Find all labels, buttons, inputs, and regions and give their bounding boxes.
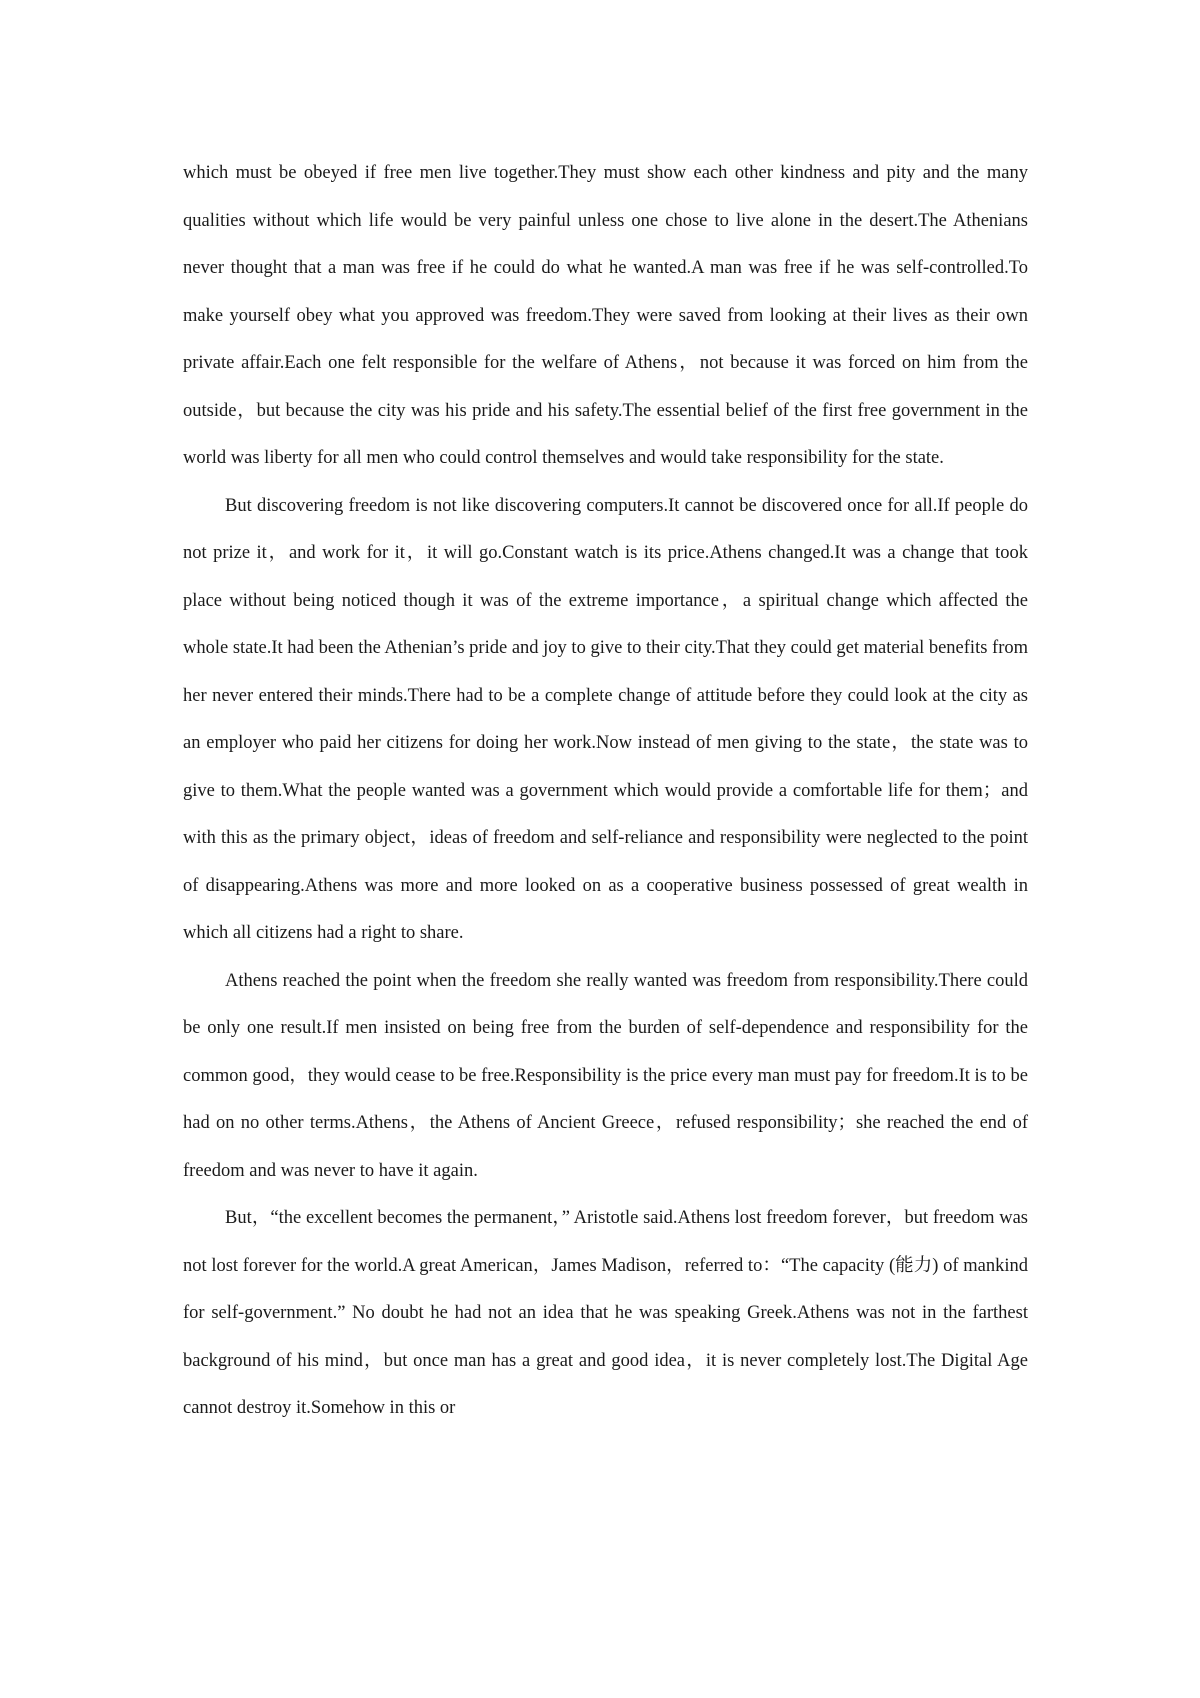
paragraph-3: Athens reached the point when the freedom she really wanted was freedom from responsibility.There could be only one result.If men insisted on being free from the burden of self-dependence and responsibility for the common good，they would cease to be free.Responsibility is the price every man must pay for freedom.It is to be had on no other terms.Athens，the Athens of Ancient Greece，refused responsibility；she reached the end of freedom and was never to have it again. [183, 970, 1028, 1181]
paragraph-4: But，“the excellent becomes the permanent，” Aristotle said.Athens lost freedom forever，but freedom was not lost forever for the world.A great American，James Madison，referred to：“The capacity (能力) of mankind for self-government.” No doubt he had not an idea that he was speaking Greek.Athens was not in the farthest background of his mind，but once man has a great and good idea，it is never completely lost.The Digital Age cannot destroy it.Somehow in this or [183, 1208, 1028, 1418]
document-page [183, 150, 1028, 1433]
paragraph-2: But discovering freedom is not like discovering computers.It cannot be discovered once for all.If people do not prize it，and work for it，it will go.Constant watch is its price.Athens changed.It was a change that took place without being noticed though it was of the extreme importance，a spiritual change which affected the whole state.It had been the Athenian’s pride and joy to give to their city.That they could get material benefits from her never entered their minds.There had to be a complete change of attitude before they could look at the city as an employer who paid her citizens for doing her work.Now instead of men giving to the state，the state was to give to them.What the people wanted was a government which would provide a comfortable life for them；and with this as the primary object，ideas of freedom and self-reliance and responsibility were neglected to the point of disappearing.Athens was more and more looked on as a cooperative business possessed of great wealth in which all citizens had a right to share. [183, 495, 1028, 943]
paragraph-1: which must be obeyed if free men live together.They must show each other kindness and pity and the many qualities without which life would be very painful unless one chose to live alone in the desert.The Athenians never thought that a man was free if he could do what he wanted.A man was free if he was self-controlled.To make yourself obey what you approved was freedom.They were saved from looking at their lives as their own private affair.Each one felt responsible for the welfare of Athens，not because it was forced on him from the outside，but because the city was his pride and his safety.The essential belief of the first free government in the world was liberty for all men who could control themselves and would take responsibility for the state. [183, 163, 1028, 468]
